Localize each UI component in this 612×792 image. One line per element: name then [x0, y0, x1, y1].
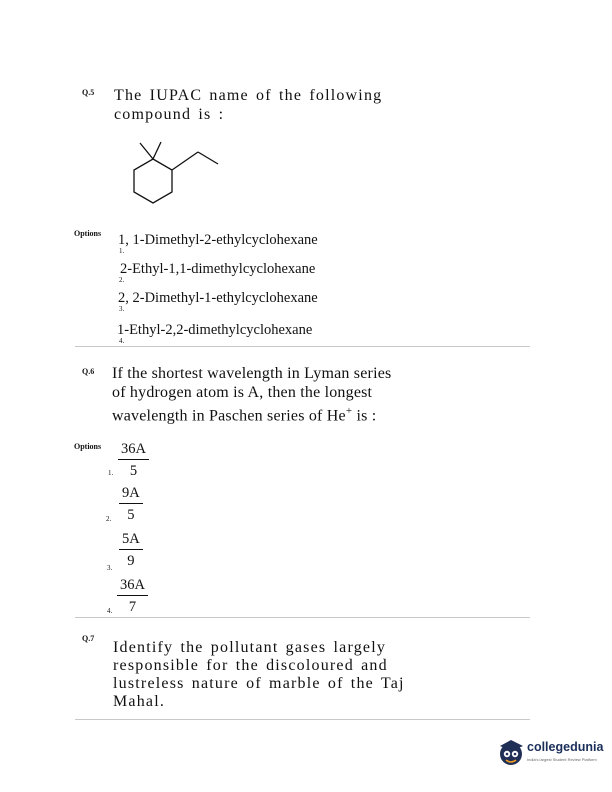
question-line: responsible for the discoloured and	[113, 657, 388, 674]
collegedunia-logo	[497, 738, 607, 768]
logo-wordmark: collegedunia	[527, 740, 604, 754]
option-number: 1.	[108, 469, 114, 477]
question-line: lustreless nature of marble of the Taj	[113, 675, 405, 692]
option-4[interactable]: 1-Ethyl-2,2-dimethylcyclohexane	[117, 322, 313, 338]
fraction-denominator: 7	[128, 599, 137, 615]
option-number: 3.	[107, 564, 113, 572]
methyl-bond-right	[153, 142, 161, 159]
fraction-numerator: 9A	[119, 485, 143, 504]
option-3[interactable]: 2, 2-Dimethyl-1-ethylcyclohexane	[118, 290, 318, 306]
fraction-numerator: 36A	[118, 441, 149, 460]
ethyl-bond-2	[198, 152, 218, 164]
logo-mascot-icon	[497, 738, 525, 768]
option-2[interactable]	[119, 485, 143, 524]
question-line: of hydrogen atom is A, then the longest	[112, 384, 373, 401]
question-number: Q.6	[82, 367, 95, 376]
question-number: Q.5	[82, 88, 95, 97]
question-line: compound is :	[114, 106, 225, 123]
fraction-numerator: 5A	[119, 531, 143, 550]
charge-superscript: +	[345, 405, 353, 417]
option-1[interactable]	[118, 441, 149, 480]
option-number: 3.	[119, 305, 125, 313]
option-1[interactable]: 1, 1-Dimethyl-2-ethylcyclohexane	[118, 232, 318, 248]
fraction-denominator: 9	[127, 553, 135, 569]
question-number: Q.7	[82, 634, 95, 643]
question-text	[113, 639, 405, 711]
question-line-text: wavelength in Paschen series of He	[112, 407, 346, 425]
option-number: 4.	[107, 607, 113, 615]
cyclohexane-ring	[134, 159, 172, 203]
skeletal-structure	[110, 135, 240, 210]
question-line: Identify the pollutant gases largely	[113, 639, 387, 656]
fraction-denominator: 5	[127, 507, 135, 523]
option-number: 1.	[119, 247, 125, 255]
divider	[75, 617, 530, 618]
question-line-end: is :	[352, 407, 377, 425]
option-number: 2.	[106, 515, 112, 523]
methyl-bond-left	[140, 143, 153, 159]
option-4[interactable]	[117, 577, 148, 616]
ethyl-bond-1	[172, 152, 198, 170]
logo-tagline: India's largest Student Review Platform	[527, 757, 597, 762]
divider	[75, 346, 530, 347]
question-line: The IUPAC name of the following	[114, 87, 383, 104]
options-label: Options	[74, 229, 102, 238]
question-text	[114, 86, 382, 124]
question-line	[112, 402, 391, 425]
question-line: Mahal.	[113, 693, 166, 710]
divider	[75, 719, 530, 720]
fraction-numerator: 36A	[117, 577, 148, 596]
options-label: Options	[74, 442, 102, 451]
option-number: 2.	[119, 276, 125, 284]
option-2[interactable]: 2-Ethyl-1,1-dimethylcyclohexane	[120, 261, 316, 277]
question-text	[112, 364, 391, 425]
option-number: 4.	[119, 337, 125, 345]
option-3[interactable]	[119, 531, 143, 570]
question-line: If the shortest wavelength in Lyman series	[112, 365, 392, 382]
fraction-denominator: 5	[129, 463, 138, 479]
